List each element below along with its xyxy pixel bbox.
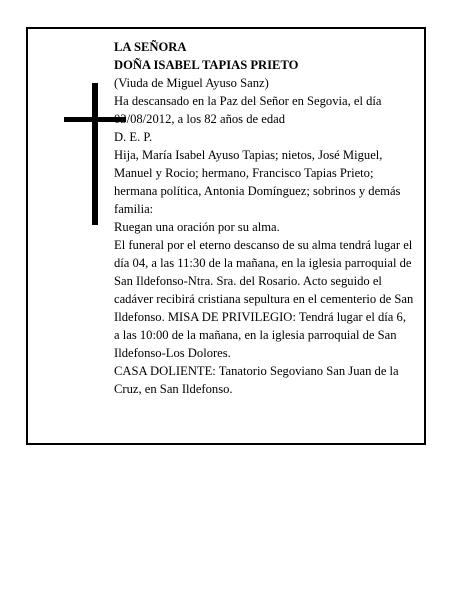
cross-vertical-bar [92, 83, 98, 225]
widow-of: (Viuda de Miguel Ayuso Sanz) [114, 76, 269, 90]
death-line: Ha descansado en la Paz del Señor en Segovia, el día 03/08/2012, a los 82 años de edad [114, 94, 382, 126]
obituary-text [114, 38, 414, 398]
deceased-name: DOÑA ISABEL TAPIAS PRIETO [114, 58, 299, 72]
prayer-request: Ruegan una oración por su alma. [114, 220, 280, 234]
notice-heading: LA SEÑORA [114, 40, 187, 54]
dep-text: D. E. P. [114, 130, 153, 144]
funeral-details: El funeral por el eterno descanso de su alma tendrá lugar el día 04, a las 11:30 de la mañana, en la iglesia parroquial de San Ildefonso-Ntra. Sra. del Rosario. Acto seguido el cadáver recibirá cristiana sepultura en el cementerio de San Ildefonso. MISA DE PRIVILEGIO: Tendrá lugar el día 6, a las 10:00 de la mañana, en la iglesia parroquial de San Ildefonso-Los Dolores. [114, 238, 414, 360]
mourning-house: CASA DOLIENTE: Tanatorio Segoviano San Juan de la Cruz, en San Ildefonso. [114, 364, 399, 396]
family-list: Hija, María Isabel Ayuso Tapias; nietos, José Miguel, Manuel y Rocio; hermano, Francisco Tapias Prieto; hermana política, Antonia Domínguez; sobrinos y demás familia: [114, 148, 401, 216]
